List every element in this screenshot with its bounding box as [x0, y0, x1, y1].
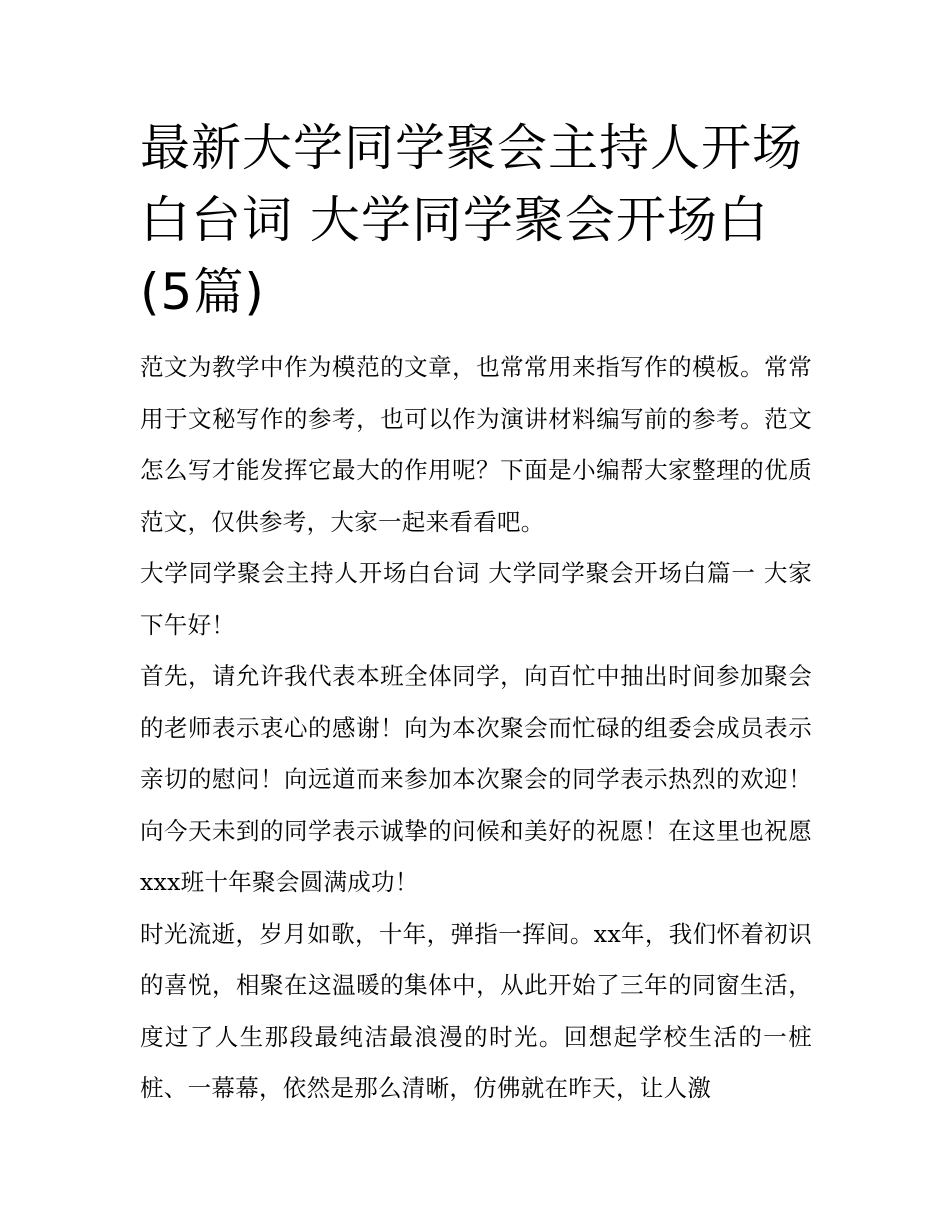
document-title: 最新大学同学聚会主持人开场白台词 大学同学聚会开场白(5篇): [140, 119, 803, 321]
paragraph-thanks: 首先，请允许我代表本班全体同学，向百忙中抽出时间参加聚会的老师表示衷心的感谢！向为本次聚会而忙碌的组委会成员表示亲切的慰问！向远道而来参加本次聚会的同学表示热烈的欢迎！向今天未到的同学表示诚挚的问候和美好的祝愿！在这里也祝愿xxx班十年聚会圆满成功！: [140, 662, 812, 896]
paragraph-section-heading: 大学同学聚会主持人开场白台词 大学同学聚会开场白篇一 大家下午好！: [140, 559, 812, 639]
document-page: [140, 112, 812, 1115]
paragraph-memories: 时光流逝，岁月如歌，十年，弹指一挥间。xx年，我们怀着初识的喜悦，相聚在这温暖的集体中，从此开始了三年的同窗生活，度过了人生那段最纯洁最浪漫的时光。回想起学校生活的一桩桩、一幕幕，依然是那么清晰，仿佛就在昨天，让人激: [140, 919, 812, 1102]
paragraph-intro: 范文为教学中作为模范的文章，也常常用来指写作的模板。常常用于文秘写作的参考，也可以作为演讲材料编写前的参考。范文怎么写才能发挥它最大的作用呢？下面是小编帮大家整理的优质范文，仅供参考，大家一起来看看吧。: [140, 353, 812, 536]
